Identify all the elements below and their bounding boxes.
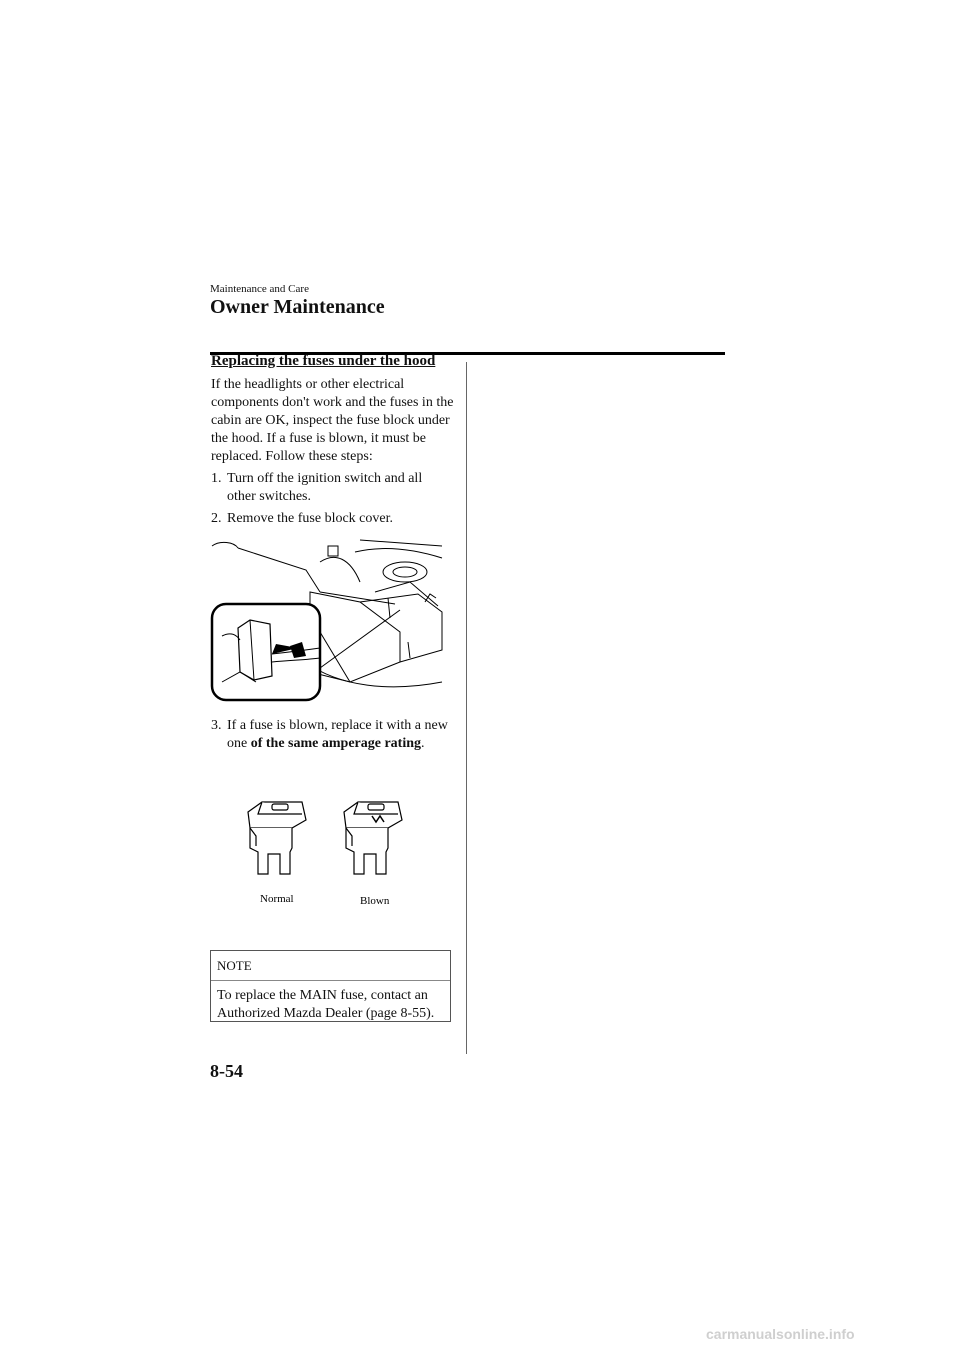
step-number: 3. [211,718,222,733]
page-title: Owner Maintenance [210,296,385,318]
note-box [210,950,451,1022]
intro-paragraph: If the headlights or other electrical components don't work and the fuses in the cabin are OK, inspect the fuse block under the hood. If a fuse is blown, it must be replaced. Follow these steps: [211,377,454,464]
step-text-cont [211,735,461,753]
step-text-pre: one [227,736,251,751]
normal-fuse-icon [248,802,306,874]
blown-fuse-icon [344,802,402,874]
note-title: NOTE [211,951,450,981]
watermark: carmanualsonline.info [706,1326,855,1342]
step-number: 2. [211,511,222,526]
step-text: Turn off the ignition switch and all [227,471,423,486]
step-1 [211,470,461,506]
fuse-comparison-illustration [236,798,416,910]
step-text-post: . [421,736,425,751]
section-label: Maintenance and Care [210,283,309,295]
column-divider [466,362,467,1054]
blown-label: Blown [360,895,390,907]
step-text-bold: of the same amperage rating [250,736,422,751]
step-text-cont: other switches. [227,489,311,504]
step-2 [211,510,461,528]
step-number: 1. [211,471,222,486]
page-number: 8-54 [210,1061,243,1081]
step-text: Remove the fuse block cover. [227,511,394,526]
section-heading: Replacing the fuses under the hood [211,353,436,369]
fuse-block-cover-illustration [210,532,450,702]
step-3 [211,717,461,753]
note-text: To replace the MAIN fuse, contact an Authorized Mazda Dealer (page 8-55). [217,988,435,1021]
step-text: If a fuse is blown, replace it with a new [227,718,448,733]
normal-label: Normal [260,893,294,905]
